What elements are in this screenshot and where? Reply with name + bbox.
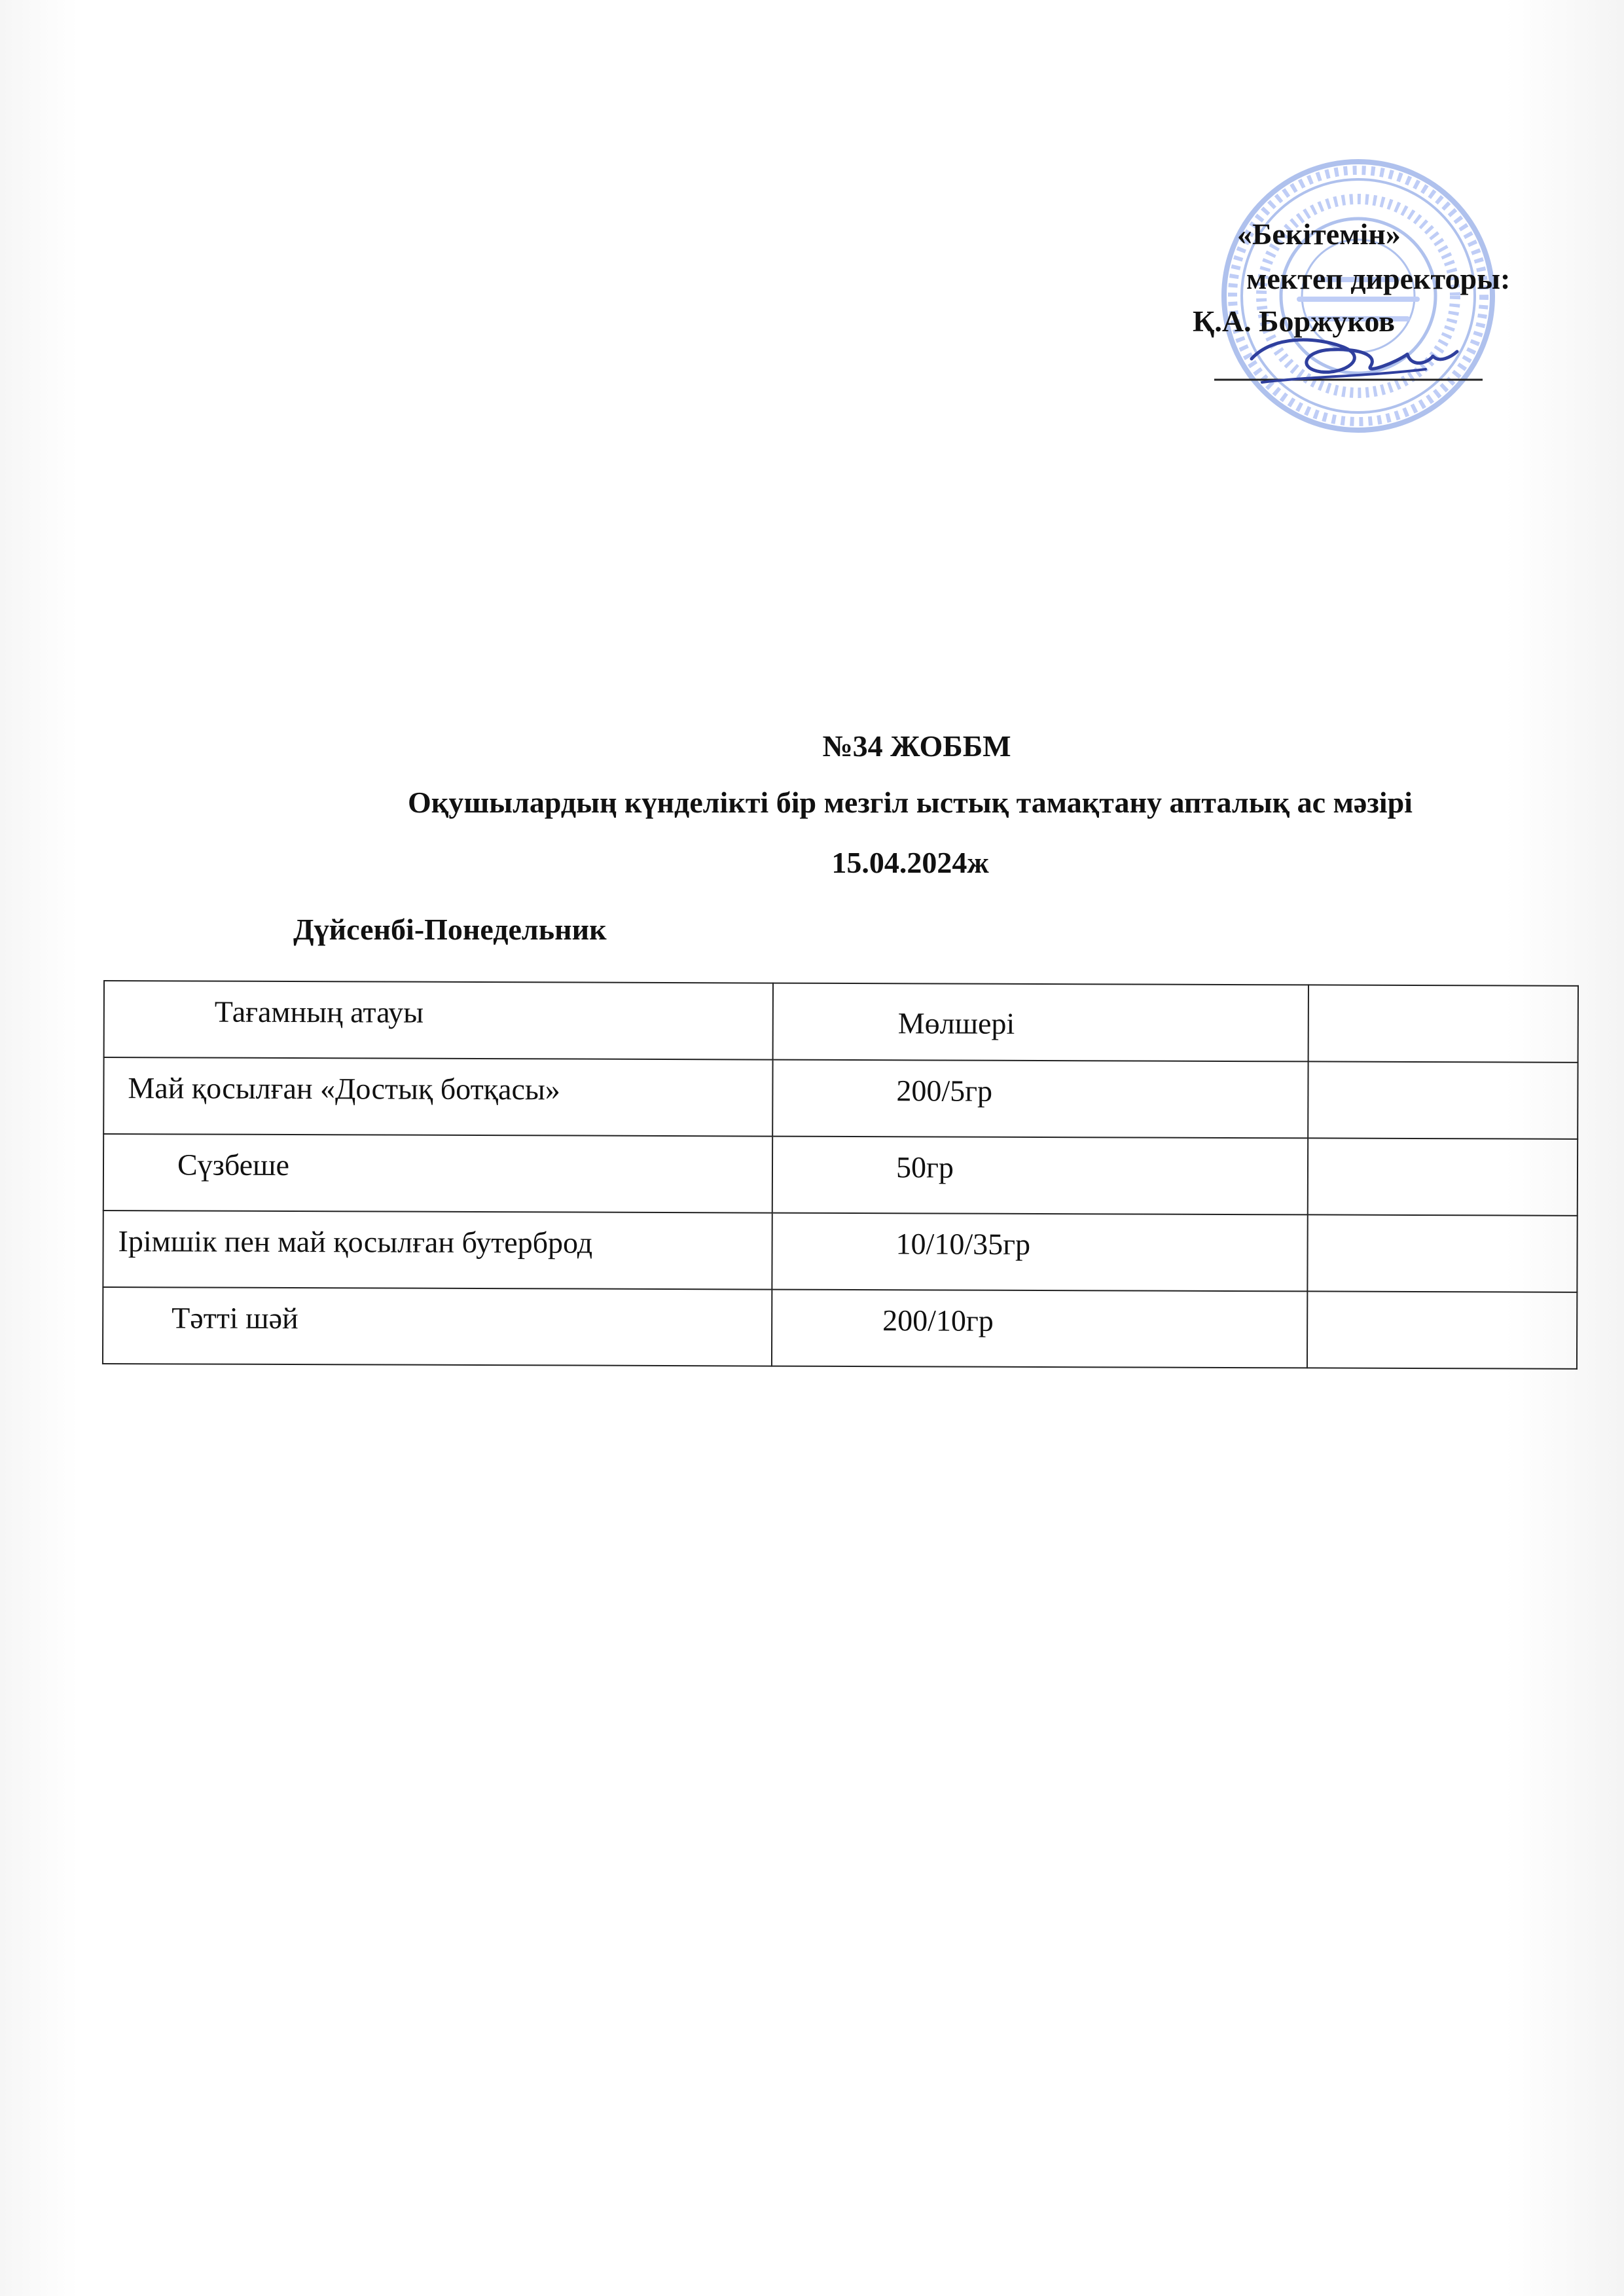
table-row	[103, 1134, 1578, 1216]
table-row	[103, 1211, 1577, 1292]
handwritten-signature-icon	[1211, 329, 1492, 401]
dish-name-cell: Тәтті шәй	[103, 1287, 772, 1366]
dish-name-cell: Сүзбеше	[103, 1134, 772, 1213]
school-title: №34 ЖОББМ	[822, 729, 1011, 763]
table-row	[103, 1287, 1577, 1369]
quantity-cell: 10/10/35гр	[772, 1213, 1307, 1292]
director-name: Қ.А. Боржуков	[1193, 304, 1396, 338]
approval-title: «Бекітемін»	[1237, 217, 1401, 251]
empty-cell	[1308, 1138, 1578, 1215]
quantity-header: Мөлшері	[773, 983, 1308, 1062]
day-title: Дүйсенбі-Понедельник	[293, 913, 607, 946]
dish-name-cell: Ірімшік пен май қосылған бутерброд	[103, 1211, 772, 1290]
menu-date: 15.04.2024ж	[831, 846, 989, 879]
menu-title: Оқушылардың күнделікті бір мезгіл ыстық тамақтану апталық ас мәзірі	[408, 786, 1413, 819]
empty-cell	[1308, 1061, 1578, 1139]
director-title: мектеп директоры:	[1246, 262, 1511, 295]
quantity-cell: 200/10гр	[772, 1290, 1307, 1368]
quantity-cell: 50гр	[772, 1137, 1308, 1215]
dish-name-cell: Май қосылған «Достық ботқасы»	[103, 1057, 772, 1137]
table-header-row	[104, 981, 1578, 1063]
table-row	[103, 1057, 1578, 1139]
menu-table	[102, 980, 1579, 1370]
quantity-cell: 200/5гр	[772, 1060, 1308, 1139]
empty-header-cell	[1308, 985, 1578, 1062]
empty-cell	[1307, 1214, 1577, 1292]
dish-name-header: Тағамның атауы	[104, 981, 773, 1060]
empty-cell	[1307, 1291, 1577, 1368]
